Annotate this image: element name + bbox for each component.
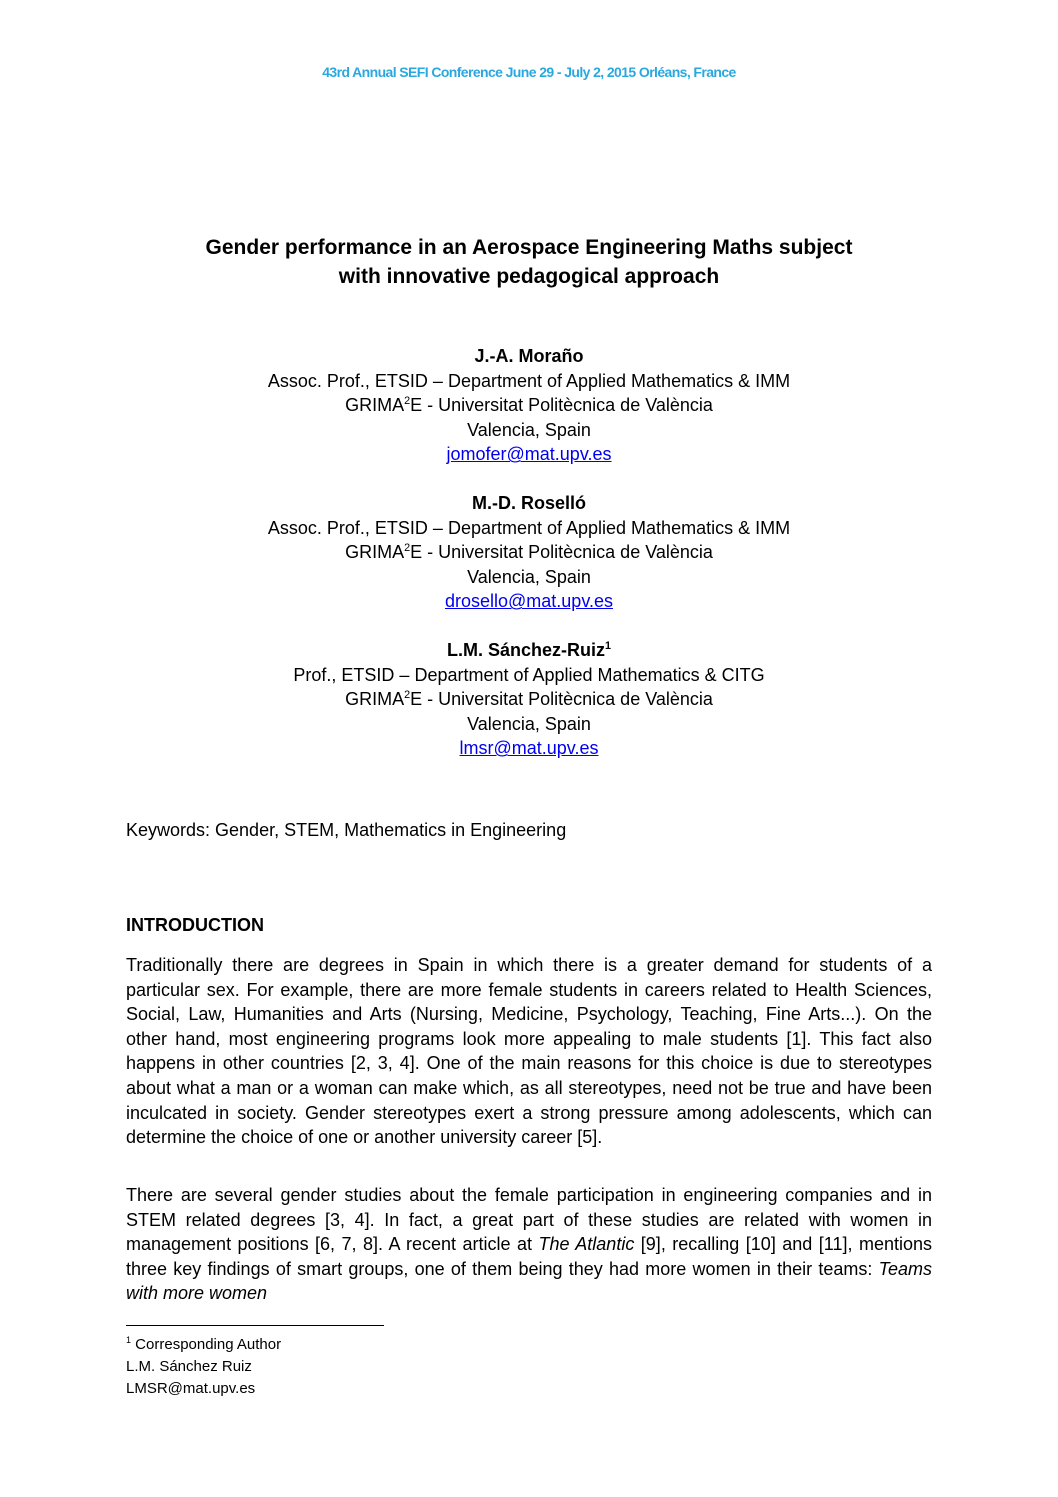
author-block [100,638,958,761]
footnote-line-2: L.M. Sánchez Ruiz [126,1358,252,1375]
introduction-paragraph-2: There are several gender studies about the female participation in engineering companies and in STEM related degrees [3, 4]. In fact, a great part of these studies are related with women in management positions [6, 7, 8]. A recent article at The Atlantic [9], recalling [10] and [11], mentions three key findings of smart groups, one of them being they had more women in their teams: Teams with more women [126,1185,932,1304]
footnote-line-3: LMSR@mat.upv.es [126,1380,256,1397]
author-email-link[interactable]: lmsr@mat.upv.es [459,738,599,759]
author-email-link[interactable]: drosello@mat.upv.es [444,591,613,612]
author-organization: GRIMA$^2$E - Universitat Politècnica de València [345,689,713,710]
author-location: Valencia, Spain [467,566,591,587]
author-position: Assoc. Prof., ETSID – Department of Applied Mathematics & IMM [267,370,791,391]
footnote-divider [126,1325,384,1326]
author-list [100,344,958,785]
author-name: J.-A. Moraño [474,346,584,366]
conference-header: 43rd Annual SEFI Conference June 29 - July 2, 2015 Orléans, France [322,64,736,80]
keywords: Keywords: Gender, STEM, Mathematics in Engineering [126,820,567,840]
author-block [100,344,958,467]
author-position: Assoc. Prof., ETSID – Department of Applied Mathematics & IMM [267,517,791,538]
author-email-link[interactable]: jomofer@mat.upv.es [446,444,612,465]
title-line-1: Gender performance in an Aerospace Engineering Maths subject [205,236,853,259]
section-heading-introduction: INTRODUCTION [126,915,264,935]
author-location: Valencia, Spain [467,713,591,734]
author-block [100,491,958,614]
author-name: L.M. Sánchez-Ruiz$^1$ [446,639,612,660]
author-organization: GRIMA$^2$E - Universitat Politècnica de València [345,542,713,563]
footnote [126,1334,281,1400]
title-line-2: with innovative pedagogical approach [338,265,720,288]
author-name: M.-D. Roselló [471,492,586,513]
introduction-paragraph-1: Traditionally there are degrees in Spain in which there is a greater demand for students of a particular sex. For example, there are more female students in careers related to Health Sciences, Social, Law, Humanities and Arts (Nursing, Medicine, Psychology, Teaching, Fine Arts...). On the other hand, most engineering programs look more appealing to male students [1]. This fact also happens in other countries [2, 3, 4]. One of the main reasons for this choice is due to stereotypes about what a man or a woman can make which, as all stereotypes, need not be true and have been inculcated in society. Gender stereotypes exert a strong pressure among adolescents, which can determine the choice of one or another university career [5]. [126,955,932,1148]
paper-title [100,233,958,291]
author-organization: GRIMA$^2$E - Universitat Politècnica de València [345,395,713,416]
footnote-line-1: $^1$ Corresponding Author [126,1335,282,1353]
author-position: Prof., ETSID – Department of Applied Mathematics & CITG [293,664,765,685]
author-location: Valencia, Spain [467,419,591,440]
